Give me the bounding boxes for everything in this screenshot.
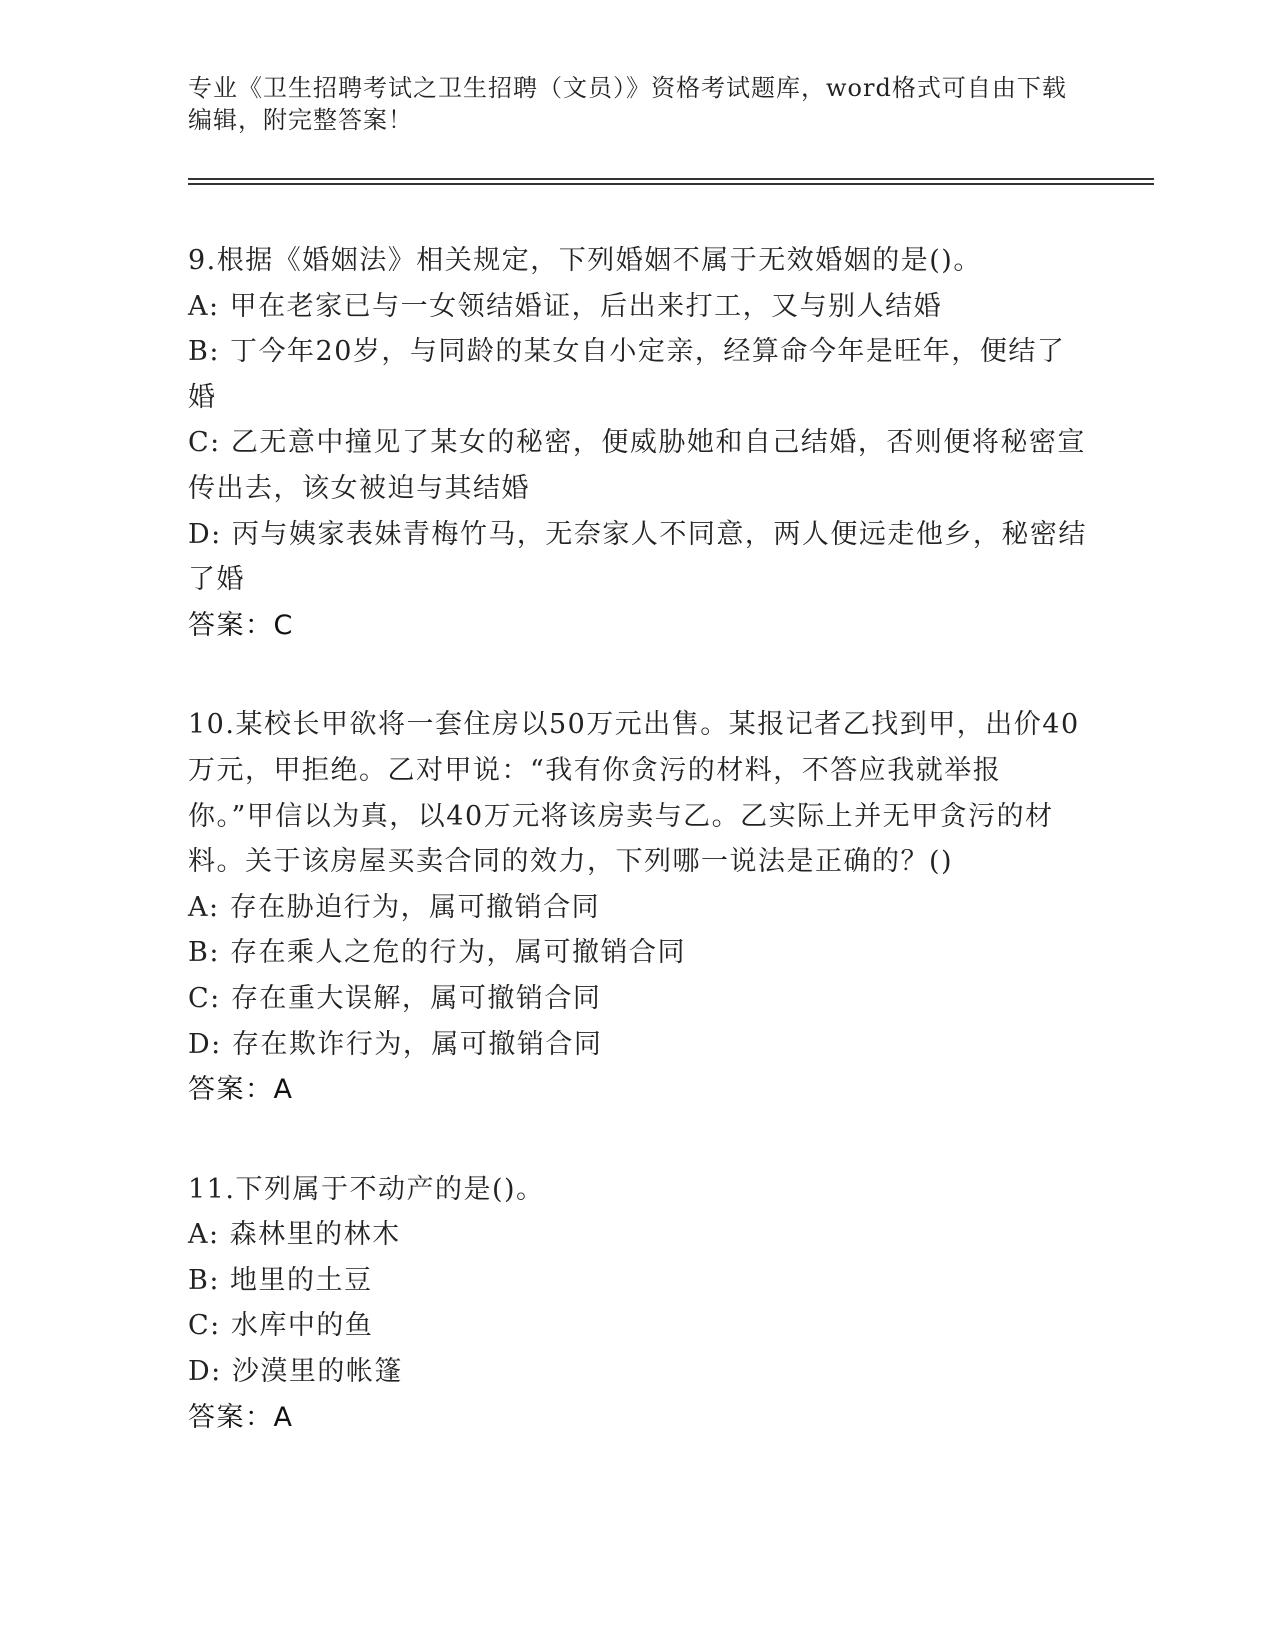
option-c: C: 乙无意中撞见了某女的秘密，便威胁她和自己结婚，否则便将秘密宣传出去，该女被迫与其结婚 — [188, 427, 1086, 504]
question-stem: 11.下列属于不动产的是()。 — [188, 1173, 545, 1205]
option-c: C: 存在重大误解，属可撤销合同 — [188, 982, 602, 1014]
answer: 答案：C — [188, 609, 294, 641]
option-b: B: 丁今年20岁，与同龄的某女自小定亲，经算命今年是旺年，便结了婚 — [188, 336, 1066, 413]
option-a: A: 存在胁迫行为，属可撤销合同 — [188, 891, 601, 923]
question-list — [188, 238, 1088, 1494]
answer: 答案：A — [188, 1401, 294, 1433]
answer: 答案：A — [188, 1074, 294, 1106]
document-header: 专业《卫生招聘考试之卫生招聘（文员）》资格考试题库，word格式可自由下载编辑，附完整答案！ — [188, 74, 1067, 134]
option-a: A: 森林里的林木 — [188, 1219, 401, 1251]
option-b: B: 地里的土豆 — [188, 1264, 373, 1296]
option-d: D: 存在欺诈行为，属可撤销合同 — [188, 1028, 603, 1060]
question-11 — [188, 1167, 1088, 1441]
option-c: C: 水库中的鱼 — [188, 1310, 374, 1342]
header-divider-bottom — [188, 183, 1154, 185]
question-stem: 10.某校长甲欲将一套住房以50万元出售。某报记者乙找到甲，出价40万元，甲拒绝。乙对甲说：“我有你贪污的材料，不答应我就举报你。”甲信以为真，以40万元将该房卖与乙。乙实际上并无甲贪污的材料。关于该房屋买卖合同的效力，下列哪一说法是正确的？() — [188, 709, 1080, 878]
question-10 — [188, 702, 1088, 1112]
option-d: D: 丙与姨家表妹青梅竹马，无奈家人不同意，两人便远走他乡，秘密结了婚 — [188, 518, 1087, 596]
option-b: B: 存在乘人之危的行为，属可撤销合同 — [188, 937, 687, 969]
option-a: A: 甲在老家已与一女领结婚证，后出来打工，又与别人结婚 — [188, 290, 943, 322]
question-9 — [188, 238, 1088, 648]
question-stem: 9.根据《婚姻法》相关规定，下列婚姻不属于无效婚姻的是()。 — [188, 245, 982, 276]
option-d: D: 沙漠里的帐篷 — [188, 1356, 403, 1388]
header-divider-top — [188, 178, 1154, 180]
